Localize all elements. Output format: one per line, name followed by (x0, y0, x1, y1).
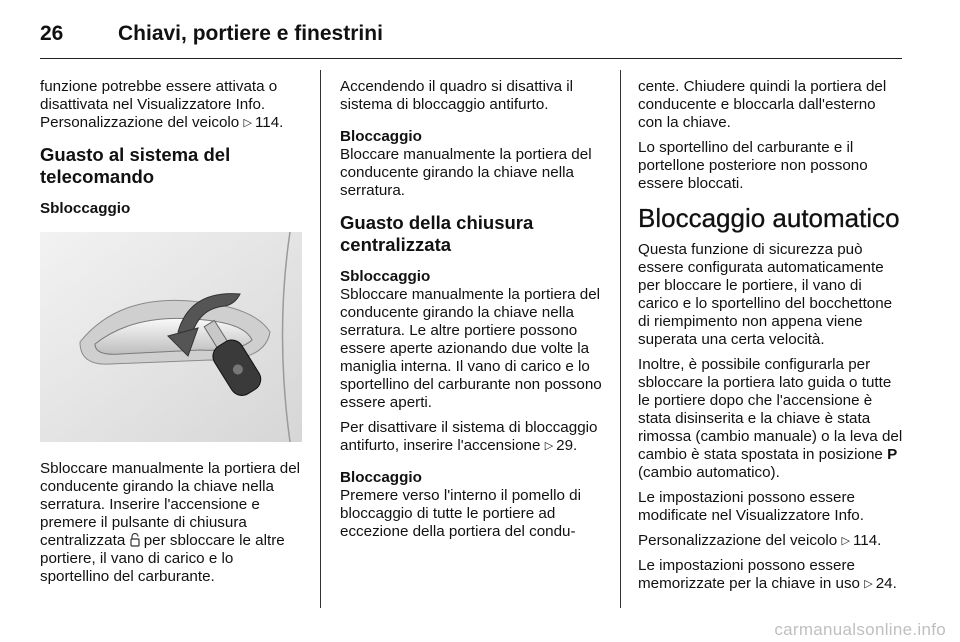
paragraph: Sbloccare manualmente la portiera del conducente girando la chiave nella serratura. Le altre portiere possono essere aperte azionando due volte la maniglia interna. Il vano di carico e lo sportellino del carburante non possono essere aperti. (340, 286, 602, 411)
paragraph: Sbloccare manualmente la portiera del conducente girando la chiave nella serratura. Inserire l'accensione e premere il pulsante di chiusura centralizzata per sbloccare le altre portiere, il vano di carico e lo sportellino del carburante. (40, 460, 301, 585)
door-handle-key-illustration (40, 232, 302, 442)
page-reference[interactable]: ▷ 24. (864, 575, 897, 592)
page-reference[interactable]: ▷ 114. (841, 532, 882, 549)
subheading: Bloccaggio (340, 128, 422, 145)
watermark: carmanualsonline.info (774, 620, 946, 639)
column-1 (40, 78, 302, 593)
paragraph: Per disattivare il sistema di bloccaggio antifurto, inserire l'accensione ▷ 29. (340, 419, 598, 454)
page-ref-arrow-icon: ▷ (864, 578, 873, 590)
page-reference[interactable]: ▷ 114. (243, 114, 284, 131)
page-ref-arrow-icon: ▷ (841, 535, 850, 547)
unlock-padlock-icon (130, 533, 140, 547)
paragraph: funzione potrebbe essere attivata o disattivata nel Visualizzatore Info. Personalizzazione del veicolo ▷ 114. (40, 78, 284, 131)
gear-position-p: P (887, 446, 898, 463)
paragraph: Premere verso l'interno il pomello di bloccaggio di tutte le portiere ad eccezione della portiera del condu- (340, 487, 581, 540)
section-heading: Guasto della chiusura centralizzata (340, 212, 534, 255)
paragraph: Accendendo il quadro si disattiva il sistema di bloccaggio antifurto. (340, 78, 574, 113)
subheading: Bloccaggio (340, 469, 422, 486)
page-ref-arrow-icon: ▷ (243, 117, 252, 129)
page-ref-arrow-icon: ▷ (544, 440, 554, 452)
subheading: Sbloccaggio (40, 200, 131, 217)
section-heading: Bloccaggio automatico (638, 203, 900, 233)
paragraph: Le impostazioni possono essere memorizzate per la chiave in uso ▷ 24. (638, 557, 897, 592)
paragraph: Inoltre, è possibile configurarla per sbloccare la portiera lato guida o tutte le portiere dopo che l'accensione è stata disinserita e la chiave è stata rimossa (cambio manuale) o la leva del cambio è stata spostata in posizione P (cambio automatico). (638, 356, 903, 481)
page-reference[interactable]: ▷ 29. (544, 437, 578, 454)
subheading: Sbloccaggio (340, 268, 431, 285)
page-number: 26 (40, 22, 64, 45)
column-2 (340, 78, 602, 548)
chapter-title: Chiavi, portiere e finestrini (118, 22, 383, 45)
page-header (40, 18, 902, 59)
paragraph: Le impostazioni possono essere modificate nel Visualizzatore Info. (638, 489, 864, 524)
paragraph: Questa funzione di sicurezza può essere configurata automaticamente per bloccare le portiere, il vano di carico e lo sportellino del bocchettone di riempimento non appena viene superata una certa velocità. (638, 241, 893, 348)
paragraph: cente. Chiudere quindi la portiera del conducente e bloccarla dall'esterno con la chiave. (638, 78, 887, 131)
column-divider (320, 70, 321, 608)
column-3 (638, 78, 903, 600)
section-heading: Guasto al sistema del telecomando (40, 144, 231, 187)
column-divider (620, 70, 621, 608)
paragraph: Bloccare manualmente la portiera del conducente girando la chiave nella serratura. (340, 146, 592, 199)
paragraph: Lo sportellino del carburante e il portellone posteriore non possono essere bloccati. (638, 139, 868, 192)
paragraph: Personalizzazione del veicolo ▷ 114. (638, 532, 882, 549)
